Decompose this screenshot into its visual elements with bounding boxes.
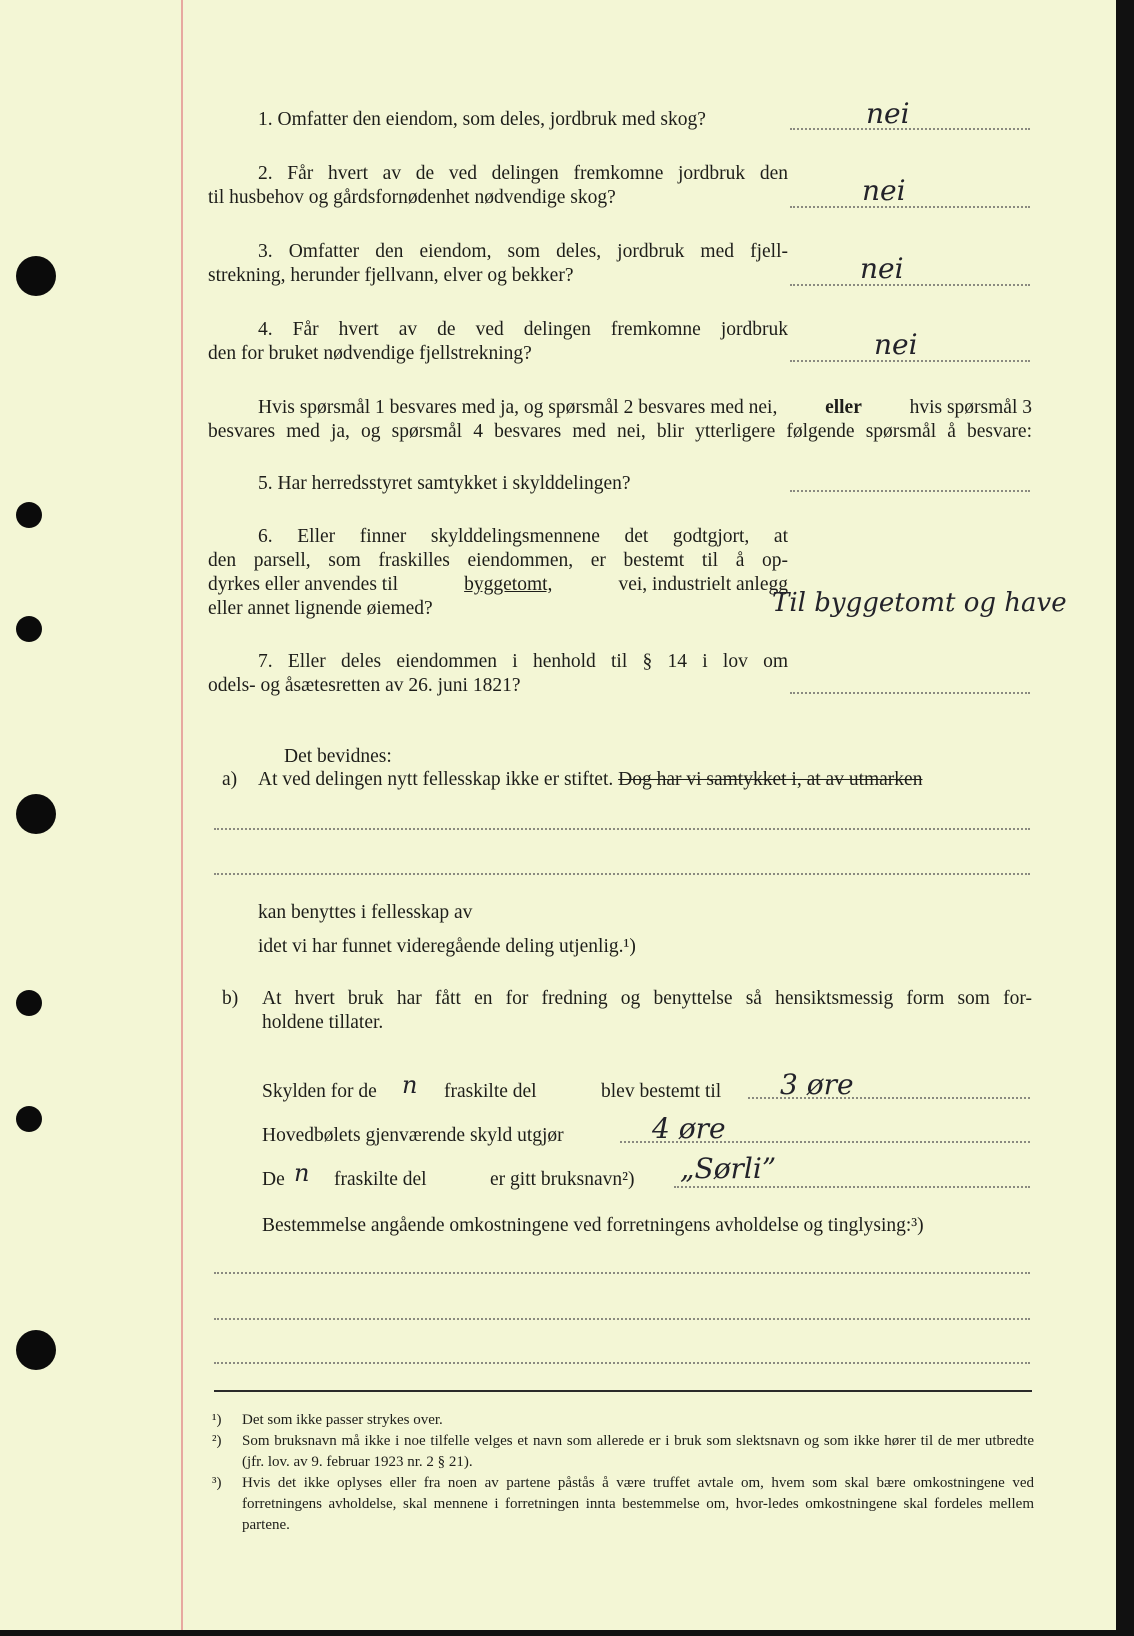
item-a-struck: Dog har vi samtykket i, at av utmarken <box>618 769 923 790</box>
navn-label-b: fraskilte del <box>334 1169 427 1190</box>
footnote-1 <box>212 1410 1034 1431</box>
condition-line-1 <box>258 396 1032 420</box>
bestemmelse-label: Bestemmelse angående omkostningene ved forretningens avholdelse og tinglysing:³) <box>262 1215 924 1236</box>
item-a-label: a) <box>222 769 238 790</box>
hoved-label: Hovedbølets gjenværende skyld utgjør <box>262 1125 564 1146</box>
skyld-label-b: fraskilte del <box>444 1081 537 1102</box>
punch-hole <box>16 502 42 528</box>
item-b-line-1: At hvert bruk har fått en for fredning og benyttelse så hensiktsmessig form som for- <box>262 988 1032 1009</box>
answer-1: nei <box>866 97 910 130</box>
question-4-line-1: 4. Får hvert av de ved delingen fremkomne jordbruk <box>258 319 788 340</box>
punch-hole <box>16 1330 56 1370</box>
answer-line-3 <box>790 284 1030 286</box>
question-4-line-2: den for bruket nødvendige fjellstrekning? <box>208 343 532 364</box>
question-1-line-1: 1. Omfatter den eiendom, som deles, jordbruk med skog? <box>258 109 706 130</box>
answer-line-7 <box>790 692 1030 694</box>
footnote-number: ³) <box>212 1475 222 1491</box>
answer-2: nei <box>862 174 906 207</box>
question-6-line-3 <box>208 573 788 597</box>
footnote-separator <box>214 1390 1032 1392</box>
footnote-number: ²) <box>212 1433 222 1449</box>
blank-line <box>214 873 1030 875</box>
question-6-underlined: byggetomt, <box>464 574 553 595</box>
blank-line <box>214 1272 1030 1274</box>
condition-text-a: Hvis spørsmål 1 besvares med ja, og spørsmål 2 besvares med nei, <box>258 397 778 418</box>
question-6-line-4: eller annet lignende øiemed? <box>208 598 433 619</box>
answer-6: Til byggetomt og have <box>772 588 1067 618</box>
question-6-text-b: vei, industrielt anlegg <box>618 574 788 595</box>
question-3-line-2: strekning, herunder fjellvann, elver og bekker? <box>208 265 574 286</box>
hoved-value: 4 øre <box>652 1112 726 1145</box>
punch-hole <box>16 256 56 296</box>
question-3-line-1: 3. Omfatter den eiendom, som deles, jordbruk med fjell- <box>258 241 788 262</box>
item-a-line-2: kan benyttes i fellesskap av <box>258 902 473 923</box>
navn-label-c: er gitt bruksnavn²) <box>490 1169 635 1190</box>
skyld-label-c: blev bestemt til <box>601 1081 722 1102</box>
punch-hole <box>16 794 56 834</box>
answer-line-5 <box>790 490 1030 492</box>
answer-line-2 <box>790 206 1030 208</box>
punch-hole <box>16 616 42 642</box>
footnote-text: Hvis det ikke oplyses eller fra noen av partene påstås å være truffet avtale om, hvem som skal bære omkostningene ved forretningens avholdelse, skal mennene i forretningen innta bestemmelse om, hvor-ledes omkostningene skal fordeles mellem partene. <box>242 1475 1034 1533</box>
item-a-text: At ved delingen nytt fellesskap ikke er stiftet. <box>258 769 614 790</box>
footnote-text: Det som ikke passer strykes over. <box>242 1412 443 1428</box>
condition-line-2: besvares med ja, og spørsmål 4 besvares med nei, blir ytterligere følgende spørsmål å besvare: <box>208 421 1032 442</box>
footnotes <box>212 1410 1034 1536</box>
answer-3: nei <box>860 252 904 285</box>
question-6-text-a: dyrkes eller anvendes til <box>208 574 399 595</box>
skyld-value: 3 øre <box>780 1068 854 1101</box>
question-7-line-1: 7. Eller deles eiendommen i henhold til § 14 i lov om <box>258 651 788 672</box>
question-5: 5. Har herredsstyret samtykket i skylddelingen? <box>258 473 631 494</box>
item-b-label: b) <box>222 988 239 1009</box>
margin-line <box>181 0 183 1630</box>
answer-line-1 <box>790 128 1030 130</box>
question-6-line-1: 6. Eller finner skylddelingsmennene det godtgjort, at <box>258 526 788 547</box>
skyld-label-a: Skylden for de <box>262 1081 377 1102</box>
question-2-line-2: til husbehov og gårdsfornødenhet nødvendige skog? <box>208 187 616 208</box>
blank-line <box>214 1318 1030 1320</box>
navn-value-line <box>674 1186 1030 1188</box>
navn-fill: n <box>294 1159 310 1187</box>
blank-line <box>214 828 1030 830</box>
punch-hole <box>16 1106 42 1132</box>
punch-hole <box>16 990 42 1016</box>
skyld-fill: n <box>402 1071 418 1099</box>
question-2-line-1: 2. Får hvert av de ved delingen fremkomne jordbruk den <box>258 163 788 184</box>
item-a-line-3: idet vi har funnet videregående deling utjenlig.¹) <box>258 936 636 957</box>
answer-4: nei <box>874 328 918 361</box>
navn-value: „Sørli” <box>680 1152 777 1185</box>
condition-text-b: hvis spørsmål 3 <box>909 397 1032 418</box>
item-b-line-2: holdene tillater. <box>262 1012 384 1033</box>
condition-bold: eller <box>825 397 862 418</box>
question-6-line-2: den parsell, som fraskilles eiendommen, er bestemt til å op- <box>208 550 788 571</box>
footnote-number: ¹) <box>212 1412 222 1428</box>
footnote-text: Som bruksnavn må ikke i noe tilfelle velges et navn som allerede er i bruk som slektsnavn og som ikke hører til de mer utbredte (jfr. lov. av 9. februar 1923 nr. 2 § 21). <box>242 1433 1034 1470</box>
blank-line <box>214 1362 1030 1364</box>
footnote-3 <box>212 1473 1034 1536</box>
footnote-2 <box>212 1431 1034 1473</box>
question-7-line-2: odels- og åsætesretten av 26. juni 1821? <box>208 675 521 696</box>
navn-label-a: De <box>262 1169 285 1190</box>
bevidnes-heading: Det bevidnes: <box>284 746 392 767</box>
item-a-line-1 <box>258 768 922 792</box>
